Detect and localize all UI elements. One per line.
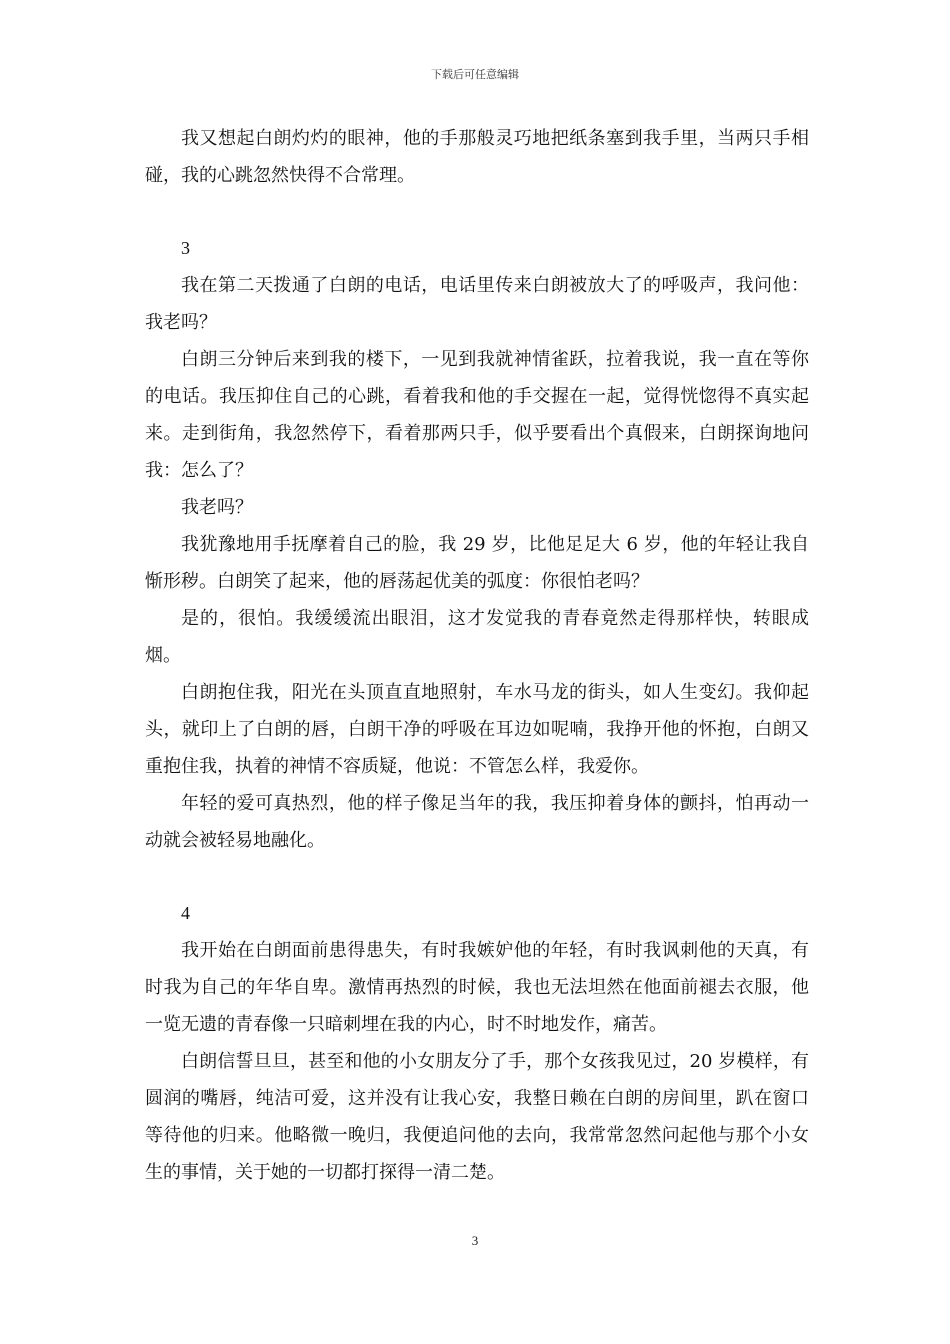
paragraph: 我犹豫地用手抚摩着自己的脸，我 29 岁，比他足足大 6 岁，他的年轻让我自惭形秽。白朗笑了起来，他的唇荡起优美的弧度：你很怕老吗？	[145, 534, 809, 592]
section-number: 4	[181, 903, 190, 923]
paragraph: 白朗抱住我，阳光在头顶直直地照射，车水马龙的街头，如人生变幻。我仰起头，就印上了白朗的唇，白朗干净的呼吸在耳边如呢喃，我挣开他的怀抱，白朗又重抱住我，执着的神情不容质疑，他说：不管怎么样，我爱你。	[145, 682, 809, 777]
document-body	[145, 120, 809, 1191]
page-header: 下载后可任意编辑	[431, 68, 519, 81]
page-number: 3	[471, 1233, 479, 1248]
paragraph: 我又想起白朗灼灼的眼神，他的手那般灵巧地把纸条塞到我手里，当两只手相碰，我的心跳忽然快得不合常理。	[145, 128, 809, 186]
section-gap	[145, 194, 809, 230]
paragraph: 白朗信誓旦旦，甚至和他的小女朋友分了手，那个女孩我见过，20 岁模样，有圆润的嘴唇，纯洁可爱，这并没有让我心安，我整日赖在白朗的房间里，趴在窗口等待他的归来。他略微一晚归，我便追问他的去向，我常常忽然问起他与那个小女生的事情，关于她的一切都打探得一清二楚。	[145, 1051, 809, 1183]
paragraph: 我老吗？	[181, 497, 253, 518]
section-number: 3	[181, 238, 190, 258]
paragraph: 是的，很怕。我缓缓流出眼泪，这才发觉我的青春竟然走得那样快，转眼成烟。	[145, 608, 809, 666]
paragraph: 我开始在白朗面前患得患失，有时我嫉妒他的年轻，有时我讽刺他的天真，有时我为自己的年华自卑。激情再热烈的时候，我也无法坦然在他面前褪去衣服，他一览无遗的青春像一只暗刺埋在我的内心，时不时地发作，痛苦。	[145, 940, 809, 1035]
paragraph: 年轻的爱可真热烈，他的样子像足当年的我，我压抑着身体的颤抖，怕再动一动就会被轻易地融化。	[145, 793, 809, 851]
paragraph: 白朗三分钟后来到我的楼下，一见到我就神情雀跃，拉着我说，我一直在等你的电话。我压抑住自己的心跳，看着我和他的手交握在一起，觉得恍惚得不真实起来。走到街角，我忽然停下，看着那两只手，似乎要看出个真假来，白朗探询地问我：怎么了？	[145, 349, 809, 481]
section-gap	[145, 859, 809, 895]
paragraph: 我在第二天拨通了白朗的电话，电话里传来白朗被放大了的呼吸声，我问他：我老吗？	[145, 275, 809, 333]
